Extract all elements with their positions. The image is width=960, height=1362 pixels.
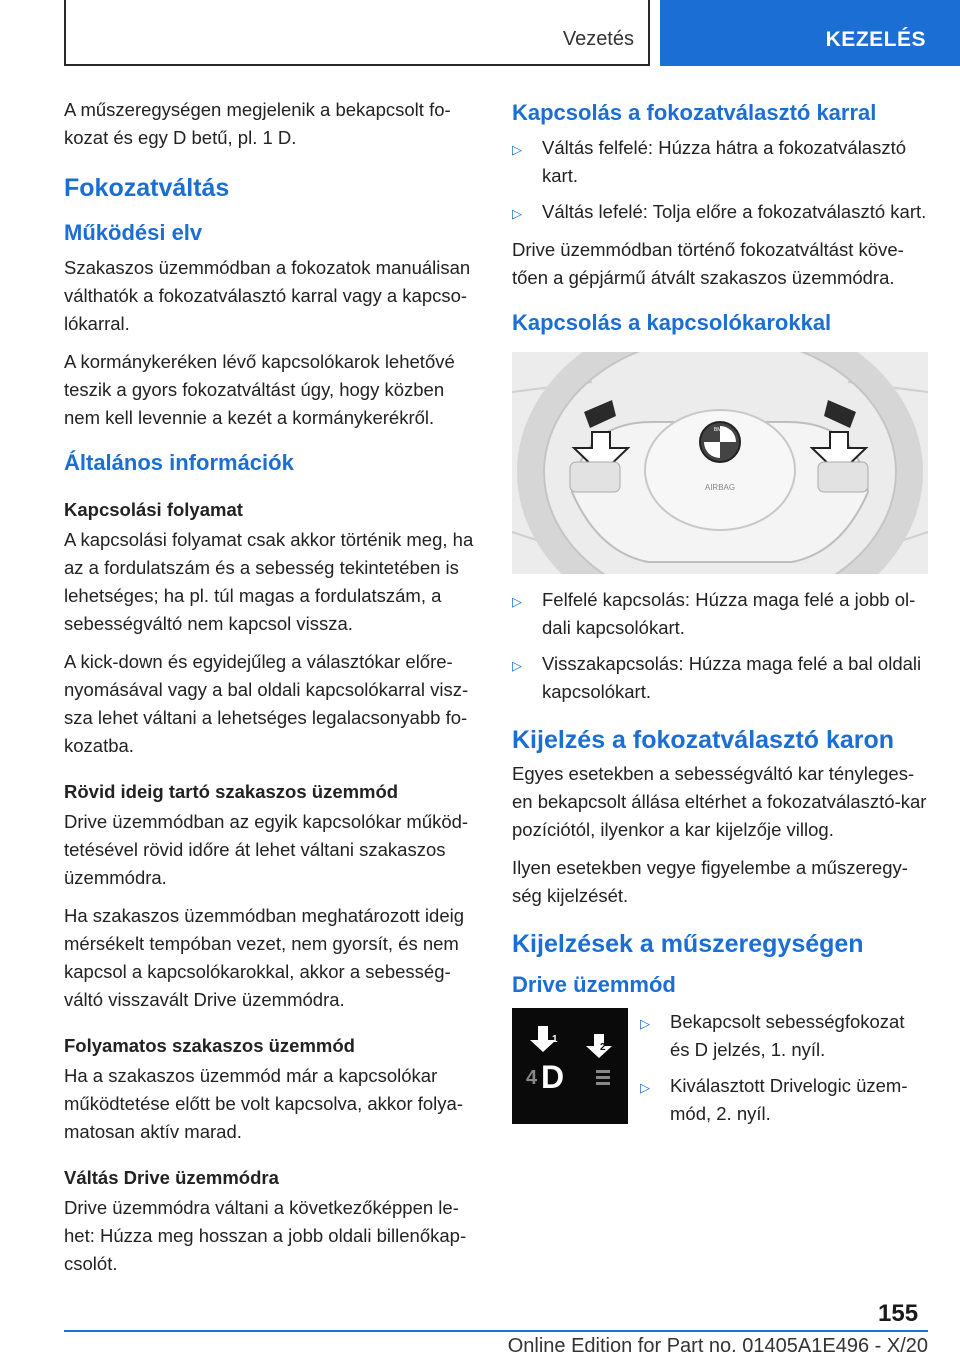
heading-kapcsolokarokkal: Kapcsolás a kapcsolókarokkal <box>512 310 832 335</box>
paragraph: A kormánykeréken lévő kapcsolókarok lehetővé teszik a gyors fokozatváltást úgy, hogy közben nem kell levennie a kezét a kormánykerékről. <box>64 351 455 428</box>
steering-wheel-figure <box>512 352 928 574</box>
paragraph: Drive üzemmódra váltani a következőképpen le-het: Húzza meg hosszan a jobb oldali billenőkap-csolót. <box>64 1197 467 1274</box>
heading-drive-uzemmod: Drive üzemmód <box>512 972 676 997</box>
right-column <box>512 96 928 1136</box>
paragraph: A kick-down és egyidejűleg a választókar előre-nyomásával vagy a bal oldali kapcsolókarral visz-sza lehet váltani a lehetséges legalacsonyabb fo-kozatba. <box>64 651 469 756</box>
drive-display-figure <box>512 1008 628 1124</box>
footer-divider <box>64 1330 928 1332</box>
subheading-valtas-drive: Váltás Drive üzemmódra <box>64 1167 279 1188</box>
heading-kijelzes-karon: Kijelzés a fokozatválasztó karon <box>512 726 895 754</box>
paragraph: Ilyen esetekben vegye figyelembe a műszeregy-ség kijelzését. <box>512 857 908 906</box>
airbag-label: AIRBAG <box>704 483 736 492</box>
list-item: ▷ Bekapcsolt sebességfokozat és D jelzés, 1. nyíl. <box>640 1008 928 1064</box>
paragraph: Egyes esetekben a sebességváltó kar tényleges-en bekapcsolt állása eltérhet a fokozatválasztó-kar pozíciótól, ilyenkor a kar kijelzője villog. <box>512 763 927 840</box>
triangle-right-icon: ▷ <box>640 1016 650 1031</box>
heading-fokozatvaltas: Fokozatváltás <box>64 174 230 202</box>
footer-edition: Online Edition for Part no. 01405A1E496 - X/20 <box>507 1335 928 1357</box>
paragraph: Drive üzemmódban történő fokozatváltást köve-tően a gépjármű átvált szakaszos üzemmódra. <box>512 239 904 288</box>
paragraph: Ha szakaszos üzemmódban meghatározott ideig mérsékelt tempóban vezet, nem gyorsít, és nem kapcsol a kapcsolókarokkal, akkor a sebesség-váltó visszavált Drive üzemmódra. <box>64 905 465 1010</box>
triangle-right-icon: ▷ <box>512 206 522 221</box>
svg-text:2: 2 <box>600 1042 606 1053</box>
chapter-tab <box>660 0 960 66</box>
page-header <box>0 0 960 66</box>
page-number: 155 <box>878 1300 919 1327</box>
drivelogic-bars-icon <box>596 1070 610 1085</box>
list-item: ▷ Váltás felfelé: Húzza hátra a fokozatválasztó kart. <box>512 134 928 190</box>
drive-mode-block <box>512 1008 928 1136</box>
heading-kapcsolas-fokozatvalaszto: Kapcsolás a fokozatválasztó karral <box>512 100 877 125</box>
drive-letter: D <box>541 1059 565 1095</box>
drive-list <box>640 1008 928 1136</box>
svg-text:1: 1 <box>552 1034 558 1045</box>
triangle-right-icon: ▷ <box>640 1080 650 1095</box>
heading-mukodesi-elv: Működési elv <box>64 220 203 245</box>
intro-paragraph: A műszeregységen megjelenik a bekapcsolt fo-kozat és egy D betű, pl. 1 D. <box>64 99 451 148</box>
paragraph: A kapcsolási folyamat csak akkor történik meg, ha az a fordulatszám és a sebesség tekintetében is lehetséges; ha pl. túl magas a fordulatszám, a sebességváltó nem kapcsol vissza. <box>64 529 474 634</box>
triangle-right-icon: ▷ <box>512 594 522 609</box>
heading-kijelzesek-muszeregyseg: Kijelzések a műszeregységen <box>512 930 864 958</box>
heading-altalanos-informaciok: Általános információk <box>64 450 294 475</box>
gear-number: 4 <box>526 1067 538 1089</box>
subheading-kapcsolasi-folyamat: Kapcsolási folyamat <box>64 499 243 520</box>
section-tab <box>64 0 650 66</box>
paragraph: Drive üzemmódban az egyik kapcsolókar működ-tetésével rövid időre át lehet váltani szakaszos üzemmódra. <box>64 811 469 888</box>
section-title: Vezetés <box>562 28 634 50</box>
paragraph: Ha a szakaszos üzemmód már a kapcsolókar működtetése előtt be volt kapcsolva, akkor folya-matosan aktív marad. <box>64 1065 463 1142</box>
paragraph: Szakaszos üzemmódban a fokozatok manuálisan válthatók a fokozatválasztó karral vagy a kapcso-lókarral. <box>64 257 471 334</box>
list-item: ▷ Felfelé kapcsolás: Húzza maga felé a jobb ol-dali kapcsolókart. <box>512 586 928 642</box>
list-item: ▷ Kiválasztott Drivelogic üzem-mód, 2. nyíl. <box>640 1072 928 1128</box>
chapter-title: KEZELÉS <box>825 28 926 51</box>
list-item: ▷ Visszakapcsolás: Húzza maga felé a bal oldali kapcsolókart. <box>512 650 928 706</box>
left-column <box>64 96 480 1288</box>
triangle-right-icon: ▷ <box>512 658 522 673</box>
bmw-logo-text: BMW <box>713 427 727 433</box>
list-item: ▷ Váltás lefelé: Tolja előre a fokozatválasztó kart. <box>512 198 928 228</box>
subheading-rovid-ideig: Rövid ideig tartó szakaszos üzemmód <box>64 781 399 802</box>
triangle-right-icon: ▷ <box>512 142 522 157</box>
subheading-folyamatos: Folyamatos szakaszos üzemmód <box>64 1035 355 1056</box>
